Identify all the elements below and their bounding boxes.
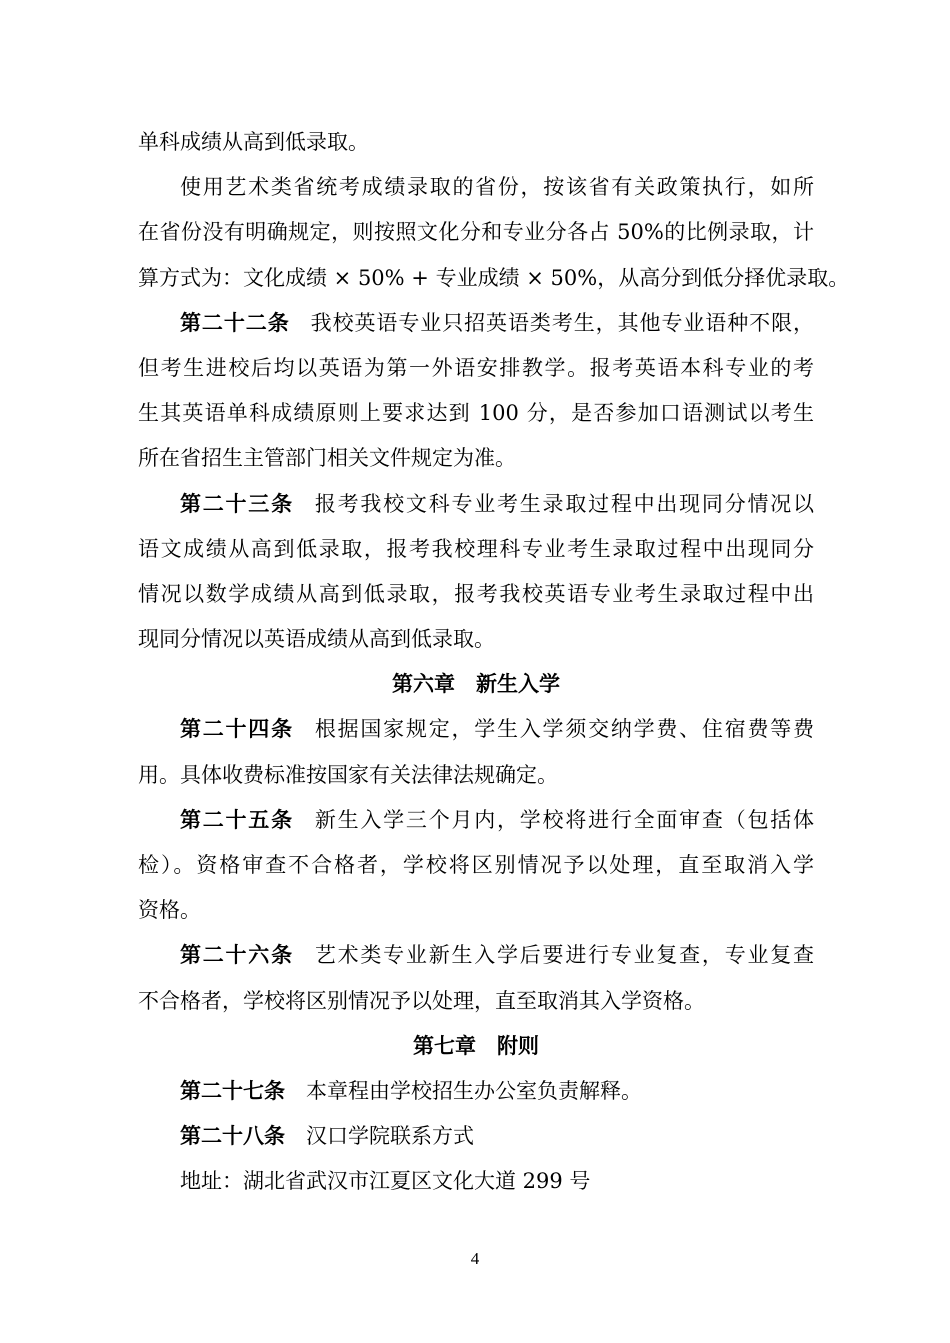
article-25-first-line [138,798,814,843]
paragraph-line: 检）。资格审查不合格者，学校将区别情况予以处理，直至取消入学 [138,853,814,877]
article-28-first-line [138,1114,814,1159]
document-page [138,120,850,1205]
article-text: 新生入学三个月内，学校将进行全面审查（包括体 [314,807,815,832]
paragraph-line: 所在省招生主管部门相关文件规定为准。 [138,446,516,471]
article-27-label: 第二十七条 [180,1078,285,1103]
article-27-first-line [138,1069,814,1114]
article-26-label: 第二十六条 [180,943,294,968]
paragraph-line: 单科成绩从高到低录取。 [138,130,369,154]
paragraph-line: 算方式为：文化成绩 × 50% + 专业成绩 × 50%，从高分到低分择优录取。 [138,265,850,290]
paragraph-line: 但考生进校后均以英语为第一外语安排教学。报考英语本科专业的考 [138,355,814,380]
address-line: 地址：湖北省武汉市江夏区文化大道 299 号 [180,1169,591,1194]
paragraph-line: 生其英语单科成绩原则上要求达到 100 分，是否参加口语测试以考生 [138,401,814,426]
paragraph-line: 现同分情况以英语成绩从高到低录取。 [138,627,495,652]
article-24-label: 第二十四条 [180,717,294,742]
article-22-first-line [138,301,814,346]
article-25-label: 第二十五条 [180,807,294,832]
article-24-first-line [138,707,814,752]
paragraph-line: 用。具体收费标准按国家有关法律法规确定。 [138,762,558,787]
article-23-label: 第二十三条 [180,491,294,516]
paragraph-line: 资格。 [138,898,201,923]
article-23-first-line [138,482,814,527]
paragraph-line: 不合格者，学校将区别情况予以处理，直至取消其入学资格。 [138,988,705,1013]
article-text: 艺术类专业新生入学后要进行专业复查，专业复查 [314,943,815,968]
chapter-7-heading: 第七章 附则 [413,1033,539,1058]
page-number: 4 [470,1249,480,1268]
article-text: 报考我校文科专业考生录取过程中出现同分情况以 [314,491,815,516]
article-text: 根据国家规定，学生入学须交纳学费、住宿费等费 [314,717,815,742]
chapter-6-heading: 第六章 新生入学 [392,672,560,697]
article-22-label: 第二十二条 [180,310,290,335]
paragraph-line: 使用艺术类省统考成绩录取的省份，按该省有关政策执行，如所 [180,175,814,200]
paragraph-line: 语文成绩从高到低录取，报考我校理科专业考生录取过程中出现同分 [138,536,814,561]
article-26-first-line [138,933,814,978]
article-28-label: 第二十八条 [180,1124,285,1149]
article-text: 本章程由学校招生办公室负责解释。 [306,1078,642,1103]
article-text: 汉口学院联系方式 [306,1124,474,1149]
article-text: 我校英语专业只招英语类考生，其他专业语种不限， [310,310,815,335]
paragraph-line: 在省份没有明确规定，则按照文化分和专业分各占 50%的比例录取，计 [138,220,814,245]
paragraph-line: 情况以数学成绩从高到低录取，报考我校英语专业考生录取过程中出 [138,581,814,606]
